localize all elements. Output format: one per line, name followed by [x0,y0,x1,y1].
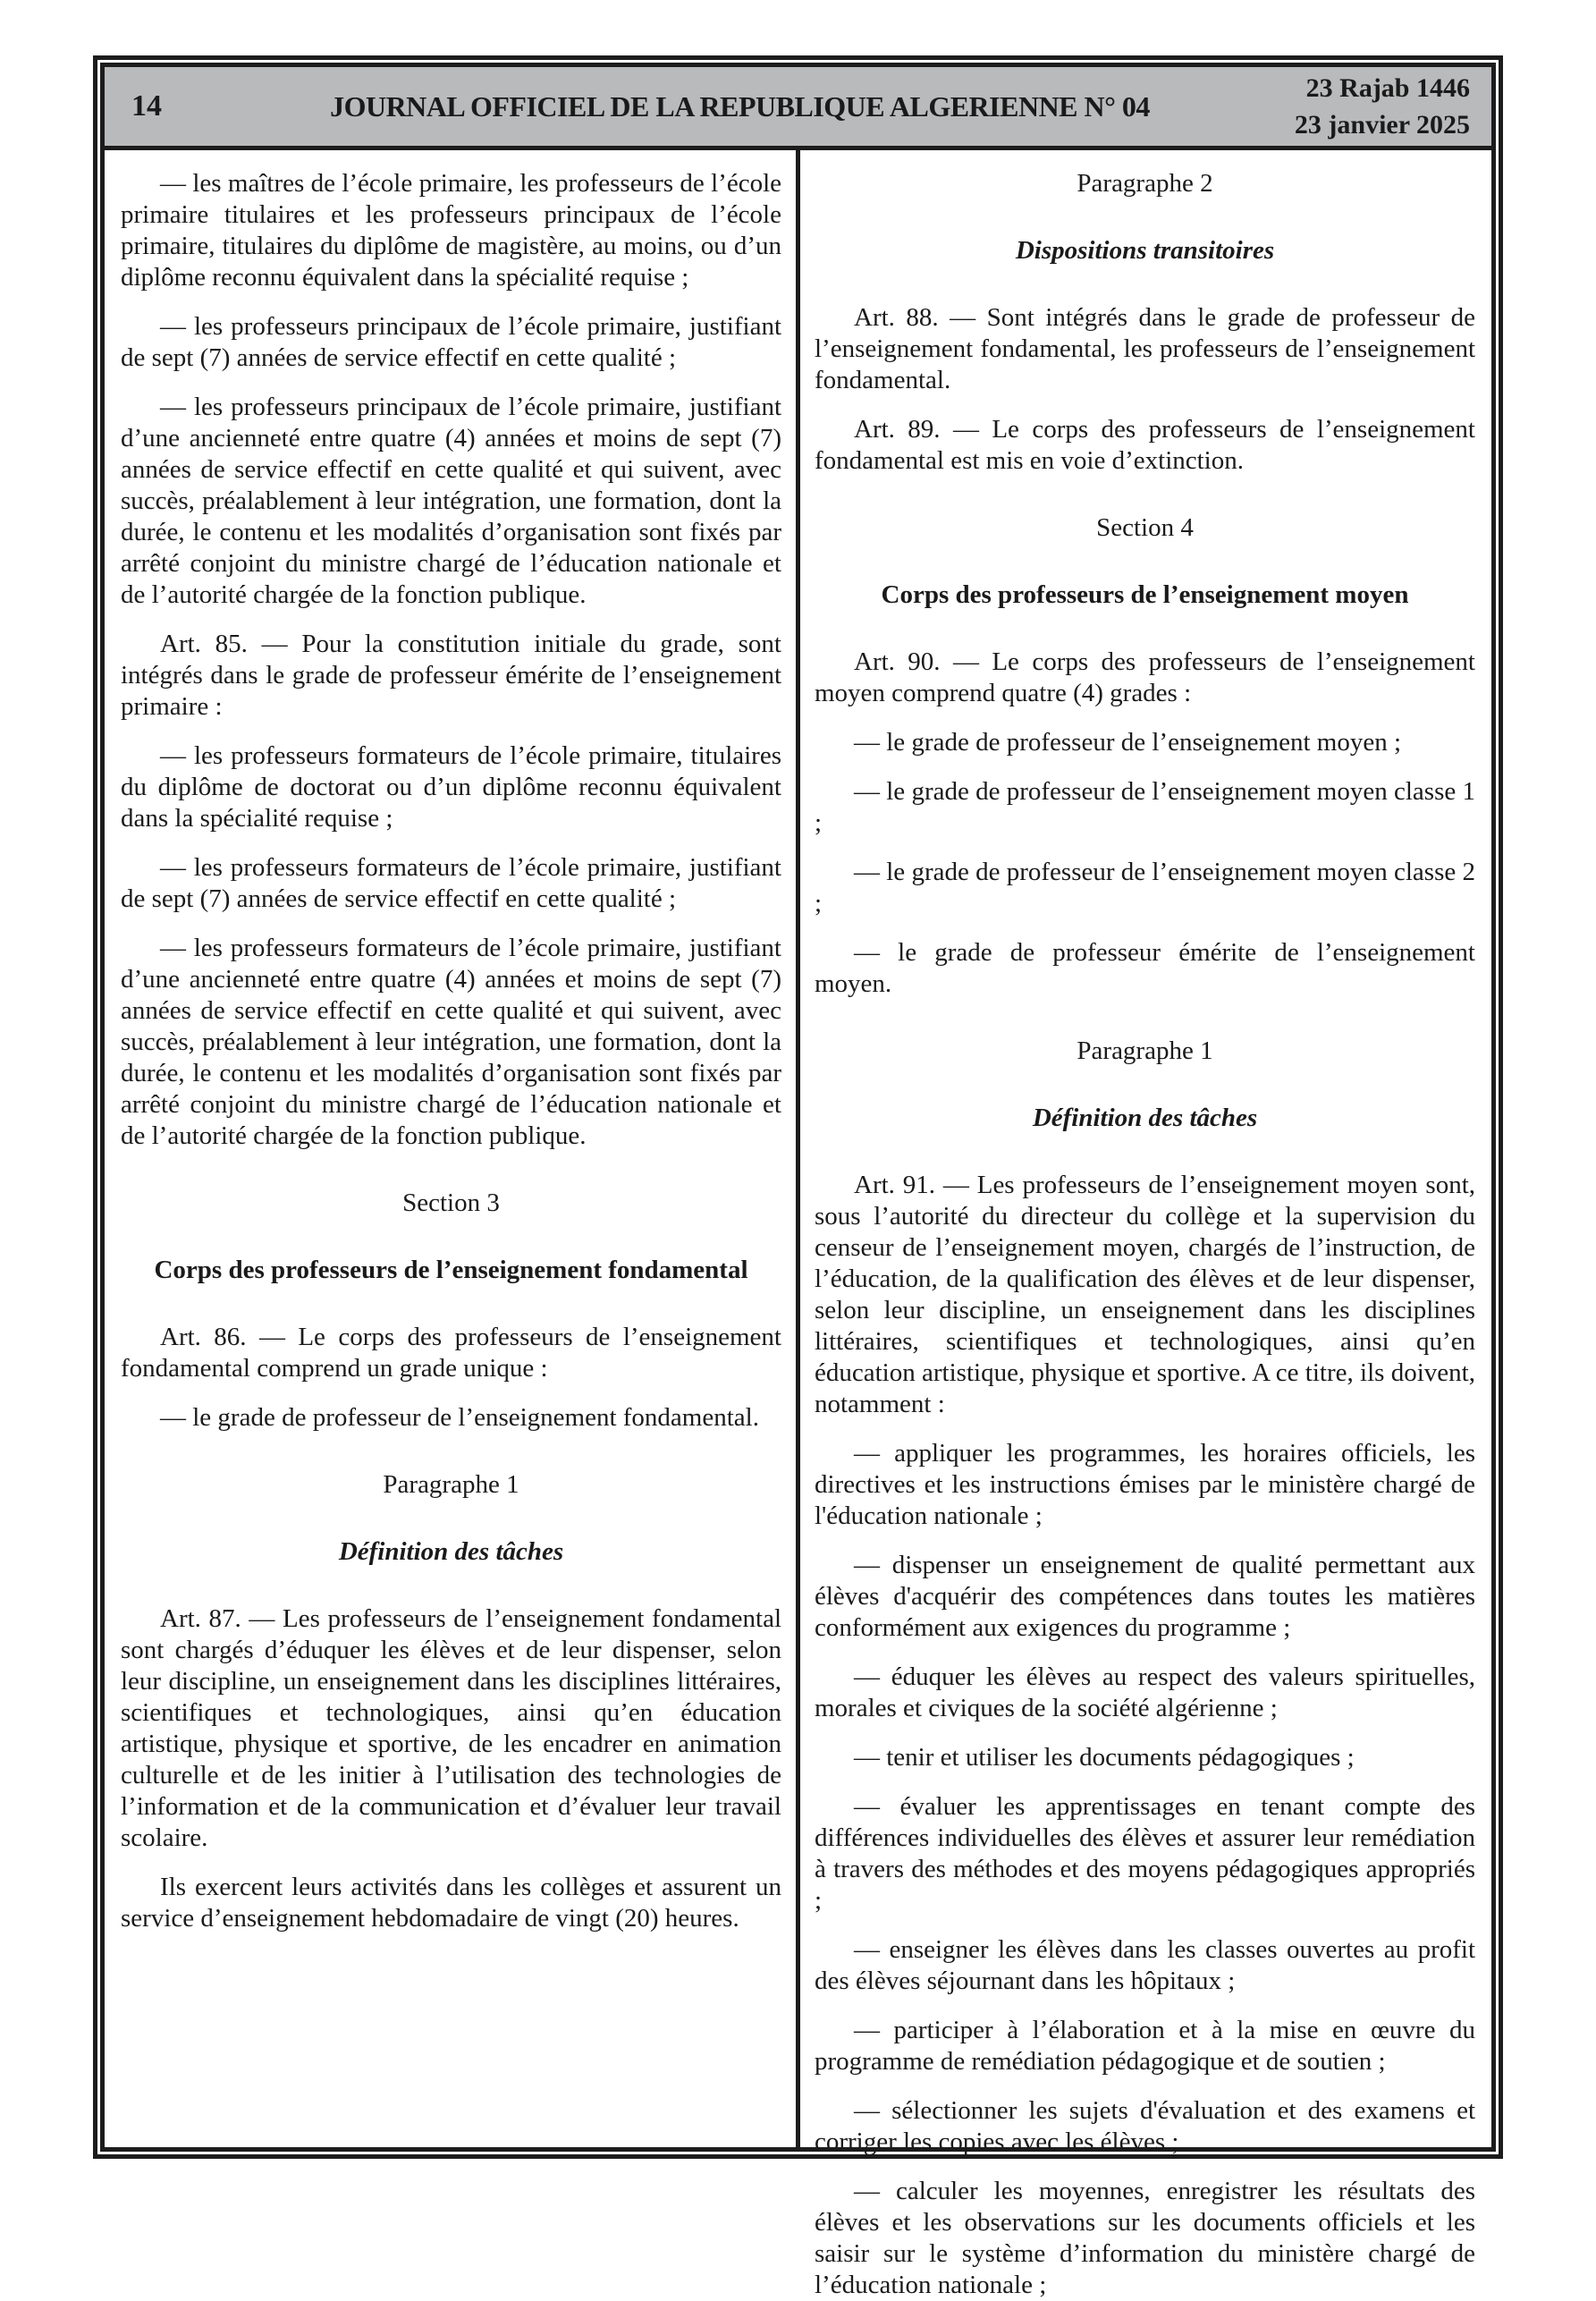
right-column-block-20: — enseigner les élèves dans les classes ouvertes au profit des élèves séjournant dans les hôpitaux ; [815,1935,1475,1995]
header-dates [1259,70,1491,143]
left-column-block-8: Section 3 [402,1189,500,1217]
right-column-block-17: — éduquer les élèves au respect des valeurs spirituelles, morales et civiques de la société algérienne ; [815,1662,1475,1722]
page-number: 14 [131,89,162,123]
right-column-block-14: Art. 91. — Les professeurs de l’enseignement moyen sont, sous l’autorité du directeur du collège et la supervision du censeur de l’enseignement moyen, chargés de l’instruction, de l’éducation, de la qualification des élèves et de leur dispenser, selon leur discipline, un enseignement dans les disciplines littéraires, scientifiques et technologiques, ainsi qu’en éducation artistique, physique et sportive. A ce titre, ils doivent, notamment : [815,1171,1475,1418]
right-column-block-19: — évaluer les apprentissages en tenant compte des différences individuelles des élèves et assurer leur remédiation à travers des méthodes et des moyens pédagogiques appropriés ; [815,1792,1475,1915]
page-content [105,150,1491,2299]
left-column-block-2: — les professeurs principaux de l’école primaire, justifiant de sept (7) années de service effectif en cette qualité ; [121,312,781,372]
right-column [800,150,1491,2299]
right-column-block-3: Art. 88. — Sont intégrés dans le grade de professeur de l’enseignement fondamental, les professeurs de l’enseignement fondamental. [815,303,1475,394]
left-column-block-3: — les professeurs principaux de l’école primaire, justifiant d’une ancienneté entre quatre (4) années et moins de sept (7) années de service effectif en cette qualité et qui suivent, avec succès, préalablement à leur intégration, une formation, dont la durée, le contenu et les modalités d’organisation sont fixés par arrêté conjoint du ministre chargé de l’éducation nationale et de l’autorité chargée de la fonction publique. [121,393,781,609]
right-column-block-7: Art. 90. — Le corps des professeurs de l’enseignement moyen comprend quatre (4) grades : [815,647,1475,707]
right-column-block-22: — sélectionner les sujets d'évaluation et des examens et corriger les copies avec les élèves ; [815,2096,1475,2156]
left-column-block-6: — les professeurs formateurs de l’école primaire, justifiant de sept (7) années de service effectif en cette qualité ; [121,853,781,913]
left-column-block-10: Art. 86. — Le corps des professeurs de l’enseignement fondamental comprend un grade unique : [121,1323,781,1383]
page-frame-inner [100,63,1496,2299]
right-column-block-2: Dispositions transitoires [1015,236,1275,265]
right-column-block-6: Corps des professeurs de l’enseignement moyen [881,580,1409,609]
right-column-block-13: Définition des tâches [1032,1104,1258,1132]
right-column-block-12: Paragraphe 1 [1077,1036,1213,1065]
right-column-block-16: — dispenser un enseignement de qualité permettant aux élèves d'acquérir des compétences dans toutes les matières conformément aux exigences du programme ; [815,1551,1475,1642]
right-column-block-9: — le grade de professeur de l’enseignement moyen classe 1 ; [815,777,1475,837]
left-column-block-4: Art. 85. — Pour la constitution initiale du grade, sont intégrés dans le grade de professeur émérite de l’enseignement primaire : [121,630,781,721]
right-column-block-23: — calculer les moyennes, enregistrer les résultats des élèves et les observations sur les documents officiels et les saisir sur le système d’information du ministère chargé de l’éducation nationale ; [815,2177,1475,2299]
date-gregorian: 23 janvier 2025 [1294,110,1470,140]
left-column-block-11: — le grade de professeur de l’enseignement fondamental. [160,1403,759,1432]
right-column-block-11: — le grade de professeur émérite de l’enseignement moyen. [815,938,1475,998]
page-frame [93,55,1503,2299]
left-column-block-12: Paragraphe 1 [383,1470,519,1499]
left-column-block-14: Art. 87. — Les professeurs de l’enseignement fondamental sont chargés d’éduquer les élèves et de leur dispenser, selon leur discipline, un enseignement dans les disciplines littéraires, scientifiques et technologiques, ainsi qu’en éducation artistique, physique et sportive, de les encadrer en animation culturelle et de les initier à l’utilisation des technologies de l’information et de la communication et d’évaluer leur travail scolaire. [121,1604,781,1852]
right-column-block-8: — le grade de professeur de l’enseignement moyen ; [854,728,1402,757]
left-column-block-5: — les professeurs formateurs de l’école primaire, titulaires du diplôme de doctorat ou d’un diplôme reconnu équivalent dans la spécialité requise ; [121,741,781,833]
left-column-block-7: — les professeurs formateurs de l’école primaire, justifiant d’une ancienneté entre quatre (4) années et moins de sept (7) années de service effectif en cette qualité et qui suivent, avec succès, préalablement à leur intégration, une formation, dont la durée, le contenu et les modalités d’organisation sont fixés par arrêté conjoint du ministre chargé de l’éducation nationale et de l’autorité chargée de la fonction publique. [121,934,781,1150]
left-column-block-1: — les maîtres de l’école primaire, les professeurs de l’école primaire titulaires et les professeurs principaux de l’école primaire, titulaires du diplôme de magistère, au moins, ou d’un diplôme reconnu équivalent dans la spécialité requise ; [121,169,781,292]
right-column-block-1: Paragraphe 2 [1077,169,1213,198]
left-column-block-13: Définition des tâches [338,1537,564,1566]
right-column-block-21: — participer à l’élaboration et à la mise en œuvre du programme de remédiation pédagogique et de soutien ; [815,2016,1475,2076]
header-band [105,67,1491,150]
journal-title: JOURNAL OFFICIEL DE LA REPUBLIQUE ALGERIENNE N° 04 [330,89,1150,123]
left-column-block-9: Corps des professeurs de l’enseignement fondamental [154,1256,748,1284]
left-column [105,150,796,2147]
left-column-block-15: Ils exercent leurs activités dans les collèges et assurent un service d’enseignement hebdomadaire de vingt (20) heures. [121,1873,781,1933]
right-column-block-4: Art. 89. — Le corps des professeurs de l’enseignement fondamental est mis en voie d’extinction. [815,415,1475,475]
right-column-block-5: Section 4 [1096,513,1194,542]
right-column-block-10: — le grade de professeur de l’enseignement moyen classe 2 ; [815,858,1475,918]
right-column-block-15: — appliquer les programmes, les horaires officiels, les directives et les instructions émises par le ministère chargé de l'éducation nationale ; [815,1439,1475,1530]
right-column-block-18: — tenir et utiliser les documents pédagogiques ; [854,1743,1355,1772]
date-hijri: 23 Rajab 1446 [1305,73,1470,103]
